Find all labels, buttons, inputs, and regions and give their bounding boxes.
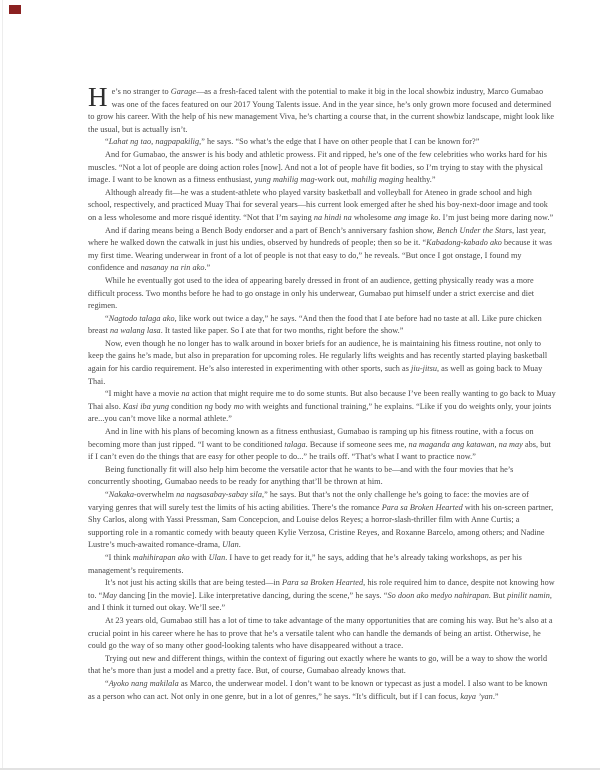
paragraph: While he eventually got used to the idea of appearing barely dressed in front of an audience, getting physically ready was a more difficult process. Two months before he had to go onstage in only his underwear, Gumabao put himself under a strict exercise and diet regimen. [88, 275, 535, 311]
paragraph: And in line with his plans of becoming known as a fitness enthusiast, Gumabao is ramping up his fitness routine, with a focus on becoming more than just ripped. “I want to be conditioned talaga. Because if someone sees me, na maganda ang katawan, na may abs, but if I can’t even do the things that are easy for other people to do...” he trails off. “That’s what I want to practice now.” [88, 427, 551, 462]
page-left-edge [2, 0, 3, 770]
paragraph: “I might have a movie na action that might require me to do some stunts. But also because I’ve been really wanting to go back to Muay Thai also. Kasi iba yung condition ng body mo with weights and functional training,” he explains. “Like if you do weights only, your joints are...you can’t move like a normal athlete.” [88, 389, 556, 424]
paragraph: Trying out new and different things, within the context of figuring out exactly where he wants to go, will be a way to show the world that he’s more than just a model and a pretty face. But, of course, Gumabao already knows that. [88, 653, 548, 676]
paragraph: “Nagtodo talaga ako, like work out twice a day,” he says. “And then the food that I ate before had no taste at all. Like pure chicken breast na walang lasa. It tasted like paper. So I ate that for two months, right before the show.” [88, 313, 542, 336]
red-corner-marker [9, 5, 21, 14]
paragraph: At 23 years old, Gumabao still has a lot of time to take advantage of the many opportunities that are coming his way. But he’s also at a crucial point in his career where he has to prove that he’s a versatile talent who can handle the demands of being an artist. Otherwise, he could go the way of so many other good-looking talents who have disappeared without a trace. [88, 615, 553, 651]
paragraph: He’s no stranger to Garage—as a fresh-faced talent with the potential to make it big in the local showbiz industry, Marco Gumabao was one of the faces featured on our 2017 Young Talents issue. And in the year since, he’s only grown more focused and determined to grow his career. With the help of his new management Viva, he’s charting a course that, in the current showbiz landscape, might look like the usual, but is actually isn’t. [88, 82, 555, 134]
paragraph: “Ayoko nang makilala as Marco, the underwear model. I don’t want to be known or typecast as just a model. I also want to be known as a person who can act. Not only in one genre, but in a lot of genres,” he says. “It’s difficult, but if I can focus, kaya ’yan.” [88, 678, 548, 701]
paragraph: Although already fit—he was a student-athlete who played varsity basketball and volleyball for Ateneo in grade school and high school, respectively, and practiced Muay Thai for several years—his current look emerged after he shed his boy-next-door image and took on a less wholesome and more risqué identity. “Not that I’m saying na hindi na wholesome ang image ko. I’m just being more daring now.” [88, 187, 554, 222]
paragraph: It’s not just his acting skills that are being tested—in Para sa Broken Hearted, his role required him to dance, despite not knowing how to. “May dancing [in the movie]. Like interpretative dancing, during the scene,” he says. “So doon ako medyo nahirapan. But pinilit namin, and I think it turned out okay. We’ll see.” [88, 578, 555, 613]
paragraph: Being functionally fit will also help him become the versatile actor that he wants to be—and with the four movies that he’s concurrently shooting, Gumabao needs to be ready for anything that’ll be thrown at him. [88, 464, 514, 487]
paragraph: “I think mahihirapan ako with Ulan. I have to get ready for it,” he says, adding that he’s already taking workshops, as per his management’s requirements. [88, 552, 522, 575]
paragraph: “Nakaka-overwhelm na nagsasabay-sabay sila,” he says. But that’s not the only challenge he’s going to face: the movies are of varying genres that will surely test the limits of his acting abilities. There’s the romance Para sa Broken Hearted with his on-screen partner, Shy Carlos, along with Yassi Pressman, Sam Concepcion, and Louise delos Reyes; a horror-slash-thriller film with Anne Curtis; a supporting role in a romantic comedy with beauty queen Kylie Verzosa, Cristine Reyes, and Roxanne Barcelo, among others; and Nadine Lustre’s much-awaited romance-drama, Ulan. [88, 490, 554, 550]
paragraph: Now, even though he no longer has to walk around in boxer briefs for an audience, he is maintaining his fitness routine, not only to keep the gains he’s made, but also in preparation for upcoming roles. He regularly lifts weights and has recently started playing basketball again for his cardio requirement. He’s also interested in experimenting with other sports, such as jiu-jitsu, as well as going back to Muay Thai. [88, 338, 548, 386]
drop-cap: H [88, 82, 108, 112]
paragraph: “Lahat ng tao, nagpapakilig,” he says. “So what’s the edge that I have on other people that I can be known for?” [105, 137, 480, 147]
article-body-text [88, 82, 556, 703]
paragraph: And if daring means being a Bench Body endorser and a part of Bench’s anniversary fashion show, Bench Under the Stars, last year, where he walked down the catwalk in just his undies, observed by hundreds of people; then so be it. “Kabadong-kabado ako because it was my first time. Wearing underwear in front of a lot of people is not that easy to do,” he reveals. “But once I got onstage, I found my confidence and nasanay na rin ako.” [88, 225, 553, 273]
paragraph: And for Gumabao, the answer is his body and athletic prowess. Fit and ripped, he’s one of the few celebrities who works hard for his muscles. “Not a lot of people are doing action roles [now]. And not a lot of people have fit bodies, so I’m trying to stay with the physical image. I want to be known as a fitness enthusiast, yung mahilig mag-work out, mahilig maging healthy.” [88, 149, 548, 185]
